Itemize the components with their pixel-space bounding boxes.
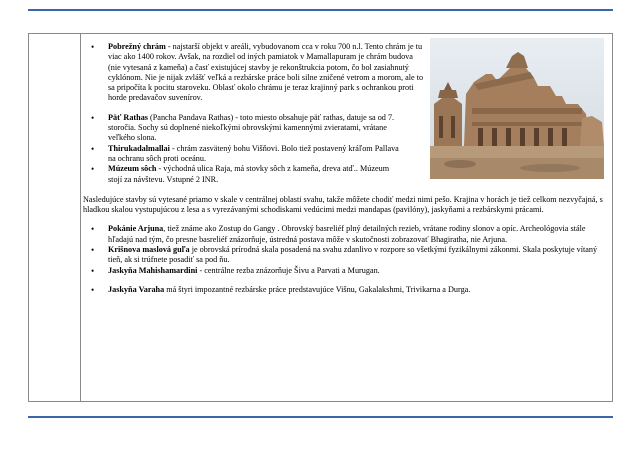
item-text: má štyri impozantné rezbárske práce predstavujúce Višnu, Gakalakshmi, Trivikarna a Durga. <box>166 284 471 294</box>
item-title: Thirukadalmallai <box>108 143 170 153</box>
item-text: - chrám zasvätený bohu Višňovi. Bolo tiež postavený kráľom Pallava na ochranu sôch proti oceánu. <box>108 143 399 163</box>
footer-rule <box>28 416 613 418</box>
item-title: Jaskyňa Mahishamardini <box>108 265 198 275</box>
item-text: je obrovská prírodná skala posadená na svahu zdanlivo v rozpore so všetkými fyzikálnymi zákonmi. Skala poskytuje vítaný tieň, ak si trúfnete posadiť sa pod ňu. <box>108 245 598 265</box>
item-title: Múzeum sôch <box>108 164 157 174</box>
item-text: - východná ulica Raja, má stovky sôch z kameňa, dreva atď.. Múzeum stojí za návštevu. Vstupné 2 INR. <box>108 164 390 184</box>
item-text: najstarší objekt v areáli, vybudovanom cca v roku 700 n.l. Tento chrám je tu viac ako 1400 rokov. Avšak, na rozdiel od iných pamiatok v Mamallapuram je chrám budova (nie vytesaná z kameňa) a časť existujúcej stavby je rekonštrukcia potom, čo bol zasiahnutý cyklónom. Nie je nijak zvlášť veľká a rezbárske práce boli silne zničené vetrom a morom, ale to sa pripočíta k pocitu staroveku. Oblasť okolo chrámu je teraz krajinný park s ochrankou proti horde predavačov suvenírov. <box>108 42 424 103</box>
item-text: tiež známe ako Zostup do Gangy . Obrovský basreliéf plný detailných rezieb, vrátane rodiny slonov a opíc. Archeológovia stále hľadajú nad tým, čo presne basreliéf znázorňuje, ústredná postava môže v skutočnosti zobrazovať Bhagiratha, nie Arjuna. <box>108 224 586 244</box>
list-item <box>81 42 427 104</box>
item-title: Päť Rathas <box>108 112 148 122</box>
item-text: centrálne rezba znázorňuje Šivu a Parvati a Murugan. <box>204 265 380 275</box>
content-table <box>28 33 613 402</box>
monument-list-2 <box>81 224 612 295</box>
temple-photo <box>430 38 604 179</box>
list-item <box>81 224 598 245</box>
list-item <box>81 164 403 185</box>
list-item <box>81 266 598 276</box>
item-title: Pokánie Arjuna <box>108 224 164 234</box>
item-separator: , <box>163 224 168 234</box>
list-item <box>81 285 598 295</box>
item-separator: - <box>165 42 173 51</box>
item-separator: - <box>197 265 205 275</box>
table-left-column <box>29 34 81 401</box>
body-paragraph: Nasledujúce stavby sú vytesané priamo v skale v centrálnej oblasti svahu, takže môžete chodiť medzi nimi pešo. Krajina v horách je tiež celkom nezvyčajná, s hladkou skalou vystupujúcou z lesa a s vyrezávanými schodiskami vedúcimi medzi mandapas (pavilóny), jaskyňami a rezbárskymi prácami. <box>83 194 603 215</box>
list-item <box>81 144 403 165</box>
item-title: Pobrežný chrám <box>108 42 166 51</box>
header-rule <box>28 9 613 11</box>
list-item <box>81 113 403 144</box>
list-item <box>81 245 598 266</box>
content-cell <box>81 34 612 401</box>
item-title: Jaskyňa Varaha <box>108 284 165 294</box>
item-text: (Pancha Pandava Rathas) - toto miesto obsahuje päť rathas, datuje sa od 7. storočia. Sochy sú doplnené niekoľkými obrovskými kamennými zvieratami, vrátane veľkého slona. <box>108 112 395 143</box>
item-title: Krišnova maslová guľa <box>108 245 190 255</box>
